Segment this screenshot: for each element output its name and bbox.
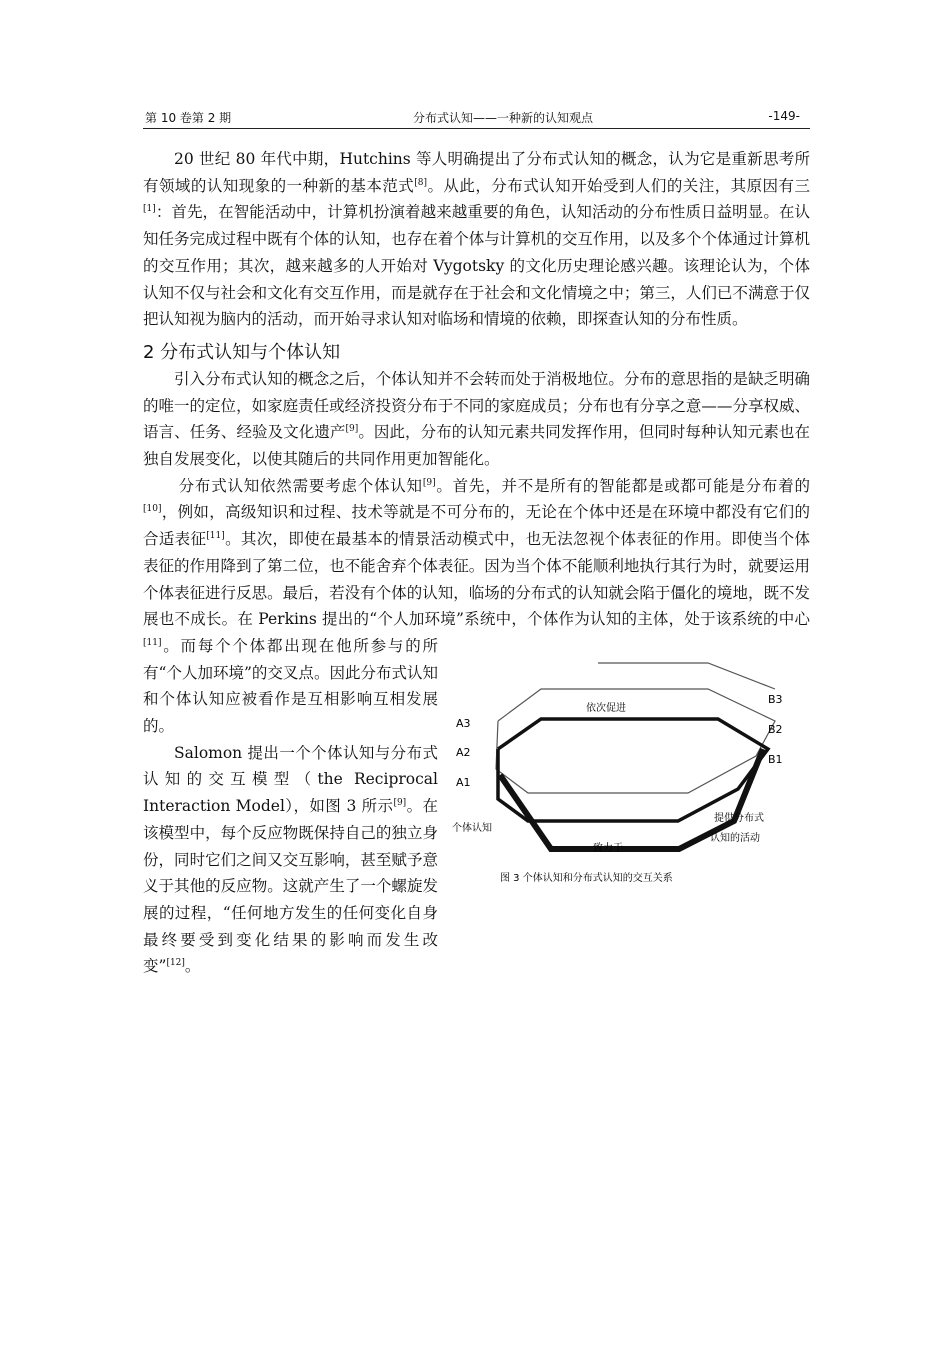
paragraph-4: Salomon 提出一个个体认知与分布式认知的交互模型（the Reciprocal Interaction Model），如图 3 所示[9]。在该模型中，每个反应物既保持自己的独立身份，同时它们之间又交互影响，甚至赋予意义于其他的反应物。这就产生了一个螺旋发展的过程，“任何地方发生的任何变化自身最终要受到变化结果的影响而发生改变”[12]。 [143,743,438,976]
label-individual-cognition: 个体认知 [452,822,492,834]
label-dedicated-to: 致力于 [593,842,623,854]
citation: [1] [143,204,156,215]
label-a2: A2 [456,745,471,759]
header-page-number: -149- [768,109,800,123]
reciprocal-model-diagram [438,641,810,941]
citation: [12] [166,958,185,969]
layer-3-tail [598,663,775,689]
figure-3 [438,641,810,941]
label-a3: A3 [456,716,471,730]
citation: [9] [393,798,407,809]
paragraph-1: 20 世纪 80 年代中期，Hutchins 等人明确提出了分布式认知的概念，认为它是重新思考所有领域的认知现象的一种新的基本范式[8]。从此，分布式认知开始受到人们的关注，其原因有三[1]：首先，在智能活动中，计算机扮演着越来越重要的角色，认知活动的分布性质日益明显。在认知任务完成过程中既有个体的认知，也存在着个体与计算机的交互作用，以及多个个体通过计算机的交互作用；其次，越来越多的人开始对 Vygotsky 的文化历史理论感兴趣。该理论认为，个体认知不仅与社会和文化有交互作用，而是就存在于社会和文化情境之中；第三，人们已不满意于仅把认知视为脑内的活动，而开始寻求认知对临场和情境的依赖，即探查认知的分布性质。 [143,150,810,329]
layer-3-outline [496,689,775,793]
section-heading: 2 分布式认知与个体认知 [143,341,341,363]
paragraph-2: 引入分布式认知的概念之后，个体认知并不会转而处于消极地位。分布的意思指的是缺乏明确的唯一的定位，如家庭责任或经济投资分布于不同的家庭成员；分布也有分享之意——分享权威、语言、任务、经验及文化遗产[9]。因此，分布的认知元素共同发挥作用，但同时每种认知元素也在独自发展变化，以使其随后的共同作用更加智能化。 [143,369,810,469]
label-b3: B3 [768,692,783,706]
label-a1: A1 [456,775,471,789]
header-title: 分布式认知——一种新的认知观点 [413,111,594,125]
label-provide-distributed: 提供分布式 [714,812,764,824]
citation: [8] [414,177,428,188]
citation: [9] [422,477,436,488]
header-volume: 第 10 卷第 2 期 [145,111,232,125]
label-mutual-promotion: 依次促进 [586,702,626,714]
citation: [9] [345,424,359,435]
paragraph-3: 分布式认知依然需要考虑个体认知[9]。首先，并不是所有的智能都是或都可能是分布着的[10]，例如，高级知识和过程、技术等就是不可分布的，无论在个体中还是在环境中都没有它们的合适表征[11]。其次，即使在最基本的情景活动模式中，也无法忽视个体表征的作用。即使当个体表征的作用降到了第二位，也不能舍弃个体表征。因为当个体不能顺利地执行其行为时，就要运用个体表征进行反思。最后，若没有个体的认知，临场的分布式的认知就会陷于僵化的境地，既不发展也不成长。在 Perkins 提出的“个人加环境”系统中，个体作为认知的主体，处于该系统的中心 A3 A2 A1 B3 B2 B1 依次促进 个体认知 致力于 提供分布式 认知的活动 图 3 个体认知和分布式认知的交互关系 [11]。而每个个体都出现在他所参与的所有“个人加环境”的交叉点。因此分布式认知和个体认知应被看作是互相影响互相发展的。 [143,473,810,740]
label-b1: B1 [768,752,783,766]
citation: [11] [206,530,225,541]
citation: [11] [143,637,162,648]
figure-caption: 图 3 个体认知和分布式认知的交互关系 [500,872,673,884]
running-header [143,106,810,129]
label-b2: B2 [768,722,783,736]
label-cognitive-activity: 认知的活动 [710,832,760,844]
layer-2-outline [498,719,768,821]
article-body [143,146,810,980]
citation: [10] [143,504,162,515]
